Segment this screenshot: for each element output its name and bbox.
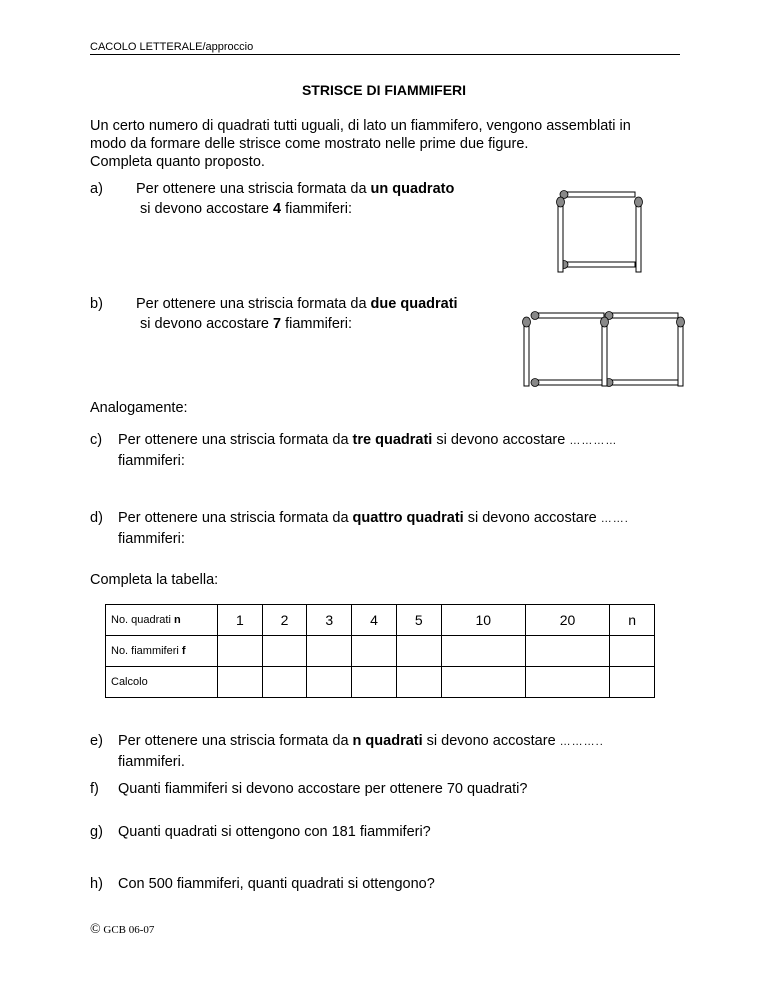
table-row bbox=[106, 667, 655, 698]
empty-cell[interactable] bbox=[610, 636, 655, 667]
table-intro: Completa la tabella: bbox=[90, 572, 219, 588]
item-c-pre: Per ottenere una striscia formata da bbox=[118, 432, 353, 448]
item-a-text bbox=[136, 179, 454, 219]
item-d-bold: quattro quadrati bbox=[352, 510, 464, 526]
item-e-line2: fiammiferi. bbox=[118, 754, 185, 770]
item-g-question: Quanti quadrati si ottengono con 181 fiammiferi? bbox=[118, 824, 431, 840]
item-e-bold: n quadrati bbox=[352, 733, 423, 749]
row-header-squares bbox=[106, 605, 218, 636]
column-header: 3 bbox=[307, 605, 352, 636]
item-c-text bbox=[118, 430, 617, 471]
item-a-label: a) bbox=[90, 181, 103, 197]
two-squares-matchstick-figure bbox=[518, 306, 690, 390]
item-a-line2-pre: si devono accostare bbox=[140, 201, 273, 217]
item-f-question: Quanti fiammiferi si devono accostare per ottenere 70 quadrati? bbox=[118, 781, 528, 797]
item-b-text-bold: due quadrati bbox=[370, 296, 458, 312]
empty-cell[interactable] bbox=[218, 636, 263, 667]
item-c-bold: tre quadrati bbox=[352, 432, 433, 448]
item-h-label: h) bbox=[90, 876, 103, 892]
item-c-label: c) bbox=[90, 432, 103, 448]
item-e-post: si devono accostare bbox=[422, 733, 560, 749]
item-a-line2-post: fiammiferi: bbox=[281, 201, 352, 217]
item-a-text-bold: un quadrato bbox=[370, 181, 455, 197]
item-e-answer-blank: ……….. bbox=[559, 736, 604, 748]
header-divider bbox=[90, 54, 680, 55]
row-header-matches-var: f bbox=[181, 645, 186, 657]
empty-cell[interactable] bbox=[218, 667, 263, 698]
empty-cell[interactable] bbox=[441, 667, 525, 698]
empty-cell[interactable] bbox=[396, 667, 441, 698]
empty-cell[interactable] bbox=[352, 636, 397, 667]
copyright-icon: © bbox=[90, 922, 101, 937]
item-e-pre: Per ottenere una striscia formata da bbox=[118, 733, 353, 749]
intro-line: Un certo numero di quadrati tutti uguali, di lato un fiammifero, vengono assemblati in bbox=[90, 118, 631, 134]
item-d-label: d) bbox=[90, 510, 103, 526]
row-header-squares-var: n bbox=[173, 614, 181, 626]
item-b-label: b) bbox=[90, 296, 103, 312]
item-b-line2-post: fiammiferi: bbox=[281, 316, 352, 332]
intro-paragraph bbox=[90, 117, 690, 171]
item-b-count: 7 bbox=[273, 316, 282, 332]
empty-cell[interactable] bbox=[307, 667, 352, 698]
empty-cell[interactable] bbox=[525, 636, 609, 667]
analogously-heading: Analogamente: bbox=[90, 400, 188, 416]
item-f-label: f) bbox=[90, 781, 99, 797]
intro-line: Completa quanto proposto. bbox=[90, 154, 265, 170]
empty-cell[interactable] bbox=[262, 636, 307, 667]
item-b-text bbox=[136, 294, 458, 334]
column-header: 10 bbox=[441, 605, 525, 636]
empty-cell[interactable] bbox=[262, 667, 307, 698]
item-c-answer-blank: ………… bbox=[569, 435, 618, 447]
empty-cell[interactable] bbox=[352, 667, 397, 698]
one-square-matchstick-figure bbox=[553, 182, 653, 274]
item-d-answer-blank: ……. bbox=[600, 513, 629, 525]
item-c-line2: fiammiferi: bbox=[118, 453, 185, 469]
footer-text: GCB 06-07 bbox=[100, 924, 155, 936]
item-d-post: si devono accostare bbox=[463, 510, 601, 526]
item-a-text-pre: Per ottenere una striscia formata da bbox=[136, 181, 371, 197]
item-d-pre: Per ottenere una striscia formata da bbox=[118, 510, 353, 526]
column-header: 4 bbox=[352, 605, 397, 636]
intro-line: modo da formare delle strisce come mostrato nelle prime due figure. bbox=[90, 136, 529, 152]
empty-cell[interactable] bbox=[525, 667, 609, 698]
row-header-calculation: Calcolo bbox=[106, 667, 218, 698]
matches-table bbox=[105, 604, 655, 698]
empty-cell[interactable] bbox=[441, 636, 525, 667]
item-h-question: Con 500 fiammiferi, quanti quadrati si ottengono? bbox=[118, 876, 435, 892]
item-d-text bbox=[118, 508, 629, 549]
column-header: 2 bbox=[262, 605, 307, 636]
item-g-label: g) bbox=[90, 824, 103, 840]
table-row bbox=[106, 605, 655, 636]
column-header: 20 bbox=[525, 605, 609, 636]
item-e-text bbox=[118, 731, 604, 772]
row-header-squares-text: No. quadrati bbox=[111, 614, 174, 626]
column-header: 1 bbox=[218, 605, 263, 636]
footer-credit bbox=[90, 922, 154, 938]
empty-cell[interactable] bbox=[307, 636, 352, 667]
row-header-matches-text: No. fiammiferi bbox=[111, 645, 182, 657]
empty-cell[interactable] bbox=[610, 667, 655, 698]
item-c-post: si devono accostare bbox=[432, 432, 570, 448]
column-header: n bbox=[610, 605, 655, 636]
page-header: CACOLO LETTERALE/approccio bbox=[90, 41, 254, 53]
column-header: 5 bbox=[396, 605, 441, 636]
row-header-matches bbox=[106, 636, 218, 667]
item-a-count: 4 bbox=[273, 201, 282, 217]
item-d-line2: fiammiferi: bbox=[118, 531, 185, 547]
table-row bbox=[106, 636, 655, 667]
item-b-line2-pre: si devono accostare bbox=[140, 316, 273, 332]
page-title: STRISCE DI FIAMMIFERI bbox=[301, 82, 467, 98]
item-b-text-pre: Per ottenere una striscia formata da bbox=[136, 296, 371, 312]
empty-cell[interactable] bbox=[396, 636, 441, 667]
item-e-label: e) bbox=[90, 733, 103, 749]
